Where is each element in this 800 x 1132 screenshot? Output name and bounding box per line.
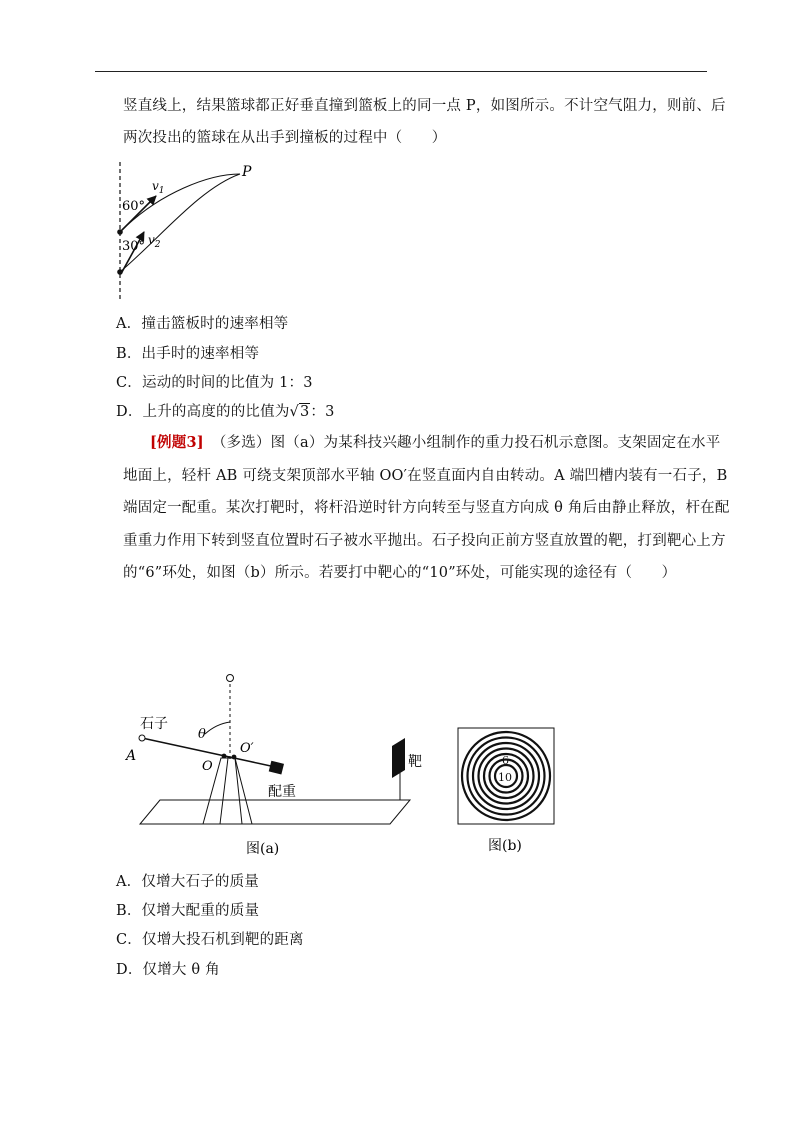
label-angle-60: 60° [122, 199, 146, 214]
label-theta: θ [198, 727, 206, 742]
caption-b: 图(b) [488, 838, 522, 854]
label-a: A [126, 748, 137, 764]
example3-option-c: C．仅增大投石机到靶的距离 [116, 932, 304, 948]
sqrt-radicand: 3 [299, 404, 310, 420]
option-b: B．出手时的速率相等 [116, 346, 260, 362]
axis-point-o [222, 754, 227, 759]
label-ring-6: 6 [502, 754, 509, 767]
option-d-prefix: D．上升的高度的的比值为 [116, 404, 290, 420]
example3-line-4: 重重力作用下转到竖直位置时石子被水平抛出。石子投向正前方竖直放置的靶，打到靶心上方 [123, 533, 726, 549]
launch-point-1 [117, 229, 123, 235]
trajectory-2 [120, 174, 240, 272]
top-point [227, 675, 234, 682]
option-a: A．撞击篮板时的速率相等 [116, 316, 289, 332]
example3-option-b: B．仅增大配重的质量 [116, 903, 260, 919]
question-text-line-2: 两次投出的篮球在从出手到撞板的过程中（ ） [123, 130, 447, 146]
example3-option-d: D．仅增大 θ 角 [116, 962, 220, 978]
example3-line-1: [例题3] （多选）图（a）为某科技兴趣小组制作的重力投石机示意图。支架固定在水平 [150, 434, 721, 451]
label-o-prime: O′ [240, 741, 254, 756]
example3-option-a: A．仅增大石子的质量 [116, 874, 259, 890]
label-v1: $v_1$ [152, 179, 165, 196]
label-target: 靶 [408, 754, 422, 770]
label-stone: 石子 [140, 716, 168, 732]
target-rings-figure [456, 726, 558, 858]
label-ring-10: 10 [498, 771, 512, 784]
option-d-suffix: ：3 [310, 404, 335, 420]
support-edge [235, 758, 242, 824]
ground-plane [140, 800, 410, 824]
label-angle-30: 30° [122, 239, 146, 254]
sqrt-symbol: √3 [289, 404, 310, 420]
example3-line-2: 地面上，轻杆 AB 可绕支架顶部水平轴 OO′在竖直面内自由转动。A 端凹槽内装有一石子，B [123, 468, 728, 484]
example3-line-3: 端固定一配重。某次打靶时，将杆沿逆时针方向转至与竖直方向成 θ 角后由静止释放，杆在配 [123, 500, 730, 516]
stone-point [139, 735, 145, 741]
launch-point-2 [117, 269, 123, 275]
label-o: O [202, 759, 213, 774]
option-d [116, 402, 335, 422]
axis-point-o-prime [232, 755, 237, 760]
counterweight-block [269, 761, 284, 775]
option-c: C．运动的时间的比值为 1：3 [116, 375, 313, 391]
theta-arc [205, 722, 230, 734]
example3-line-5: 的“6”环处，如图（b）所示。若要打中靶心的“10”环处，可能实现的途径有（ ） [123, 565, 677, 581]
basketball-trajectory-figure [100, 160, 260, 305]
label-v2: $v_2$ [148, 233, 161, 250]
support-edge [220, 758, 228, 824]
target-board [392, 738, 405, 778]
example-tag: [例题3] [150, 434, 204, 451]
caption-a: 图(a) [246, 841, 280, 857]
question-text-line-1: 竖直线上，结果篮球都正好垂直撞到篮板上的同一点 P，如图所示。不计空气阻力，则前、后 [123, 98, 726, 114]
trebuchet-figure [120, 672, 420, 862]
label-p: P [242, 164, 252, 180]
header-rule [95, 71, 707, 72]
label-counterweight: 配重 [268, 784, 296, 800]
